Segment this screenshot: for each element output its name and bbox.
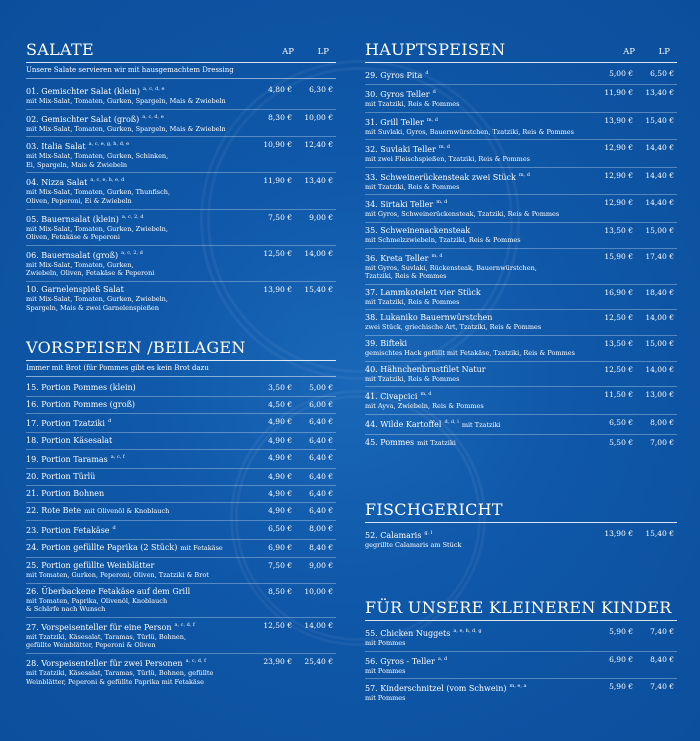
lp-price: 6,50 €: [650, 69, 674, 78]
lp-price: 15,40 €: [304, 284, 333, 294]
item-title: 02. Gemischter Salat (groß): [26, 114, 140, 124]
item-title: 05. Bauernsalat (klein): [26, 214, 119, 224]
lp-price: 15,40 €: [645, 529, 674, 538]
ap-column-label: AP: [623, 47, 635, 57]
menu-item: [26, 618, 336, 654]
ap-price: 12,90 €: [604, 143, 633, 153]
lp-column-label: LP: [658, 47, 670, 57]
menu-item: [26, 433, 336, 450]
menu-item: [365, 310, 677, 336]
section-title: SALATE: [26, 40, 94, 59]
lp-price: 14,40 €: [645, 143, 674, 153]
menu-item: [365, 336, 677, 362]
lp-price: 6,40 €: [309, 436, 333, 445]
item-description: mit Mix-Salat, Tomaten, Gurken, Spargeln, Mais & Zwiebeln: [26, 124, 226, 133]
allergen-codes: a, c, e, h, e, d: [90, 177, 125, 184]
item-title: 44. Wilde Kartoffel: [365, 419, 442, 429]
lp-price: 25,40 €: [304, 656, 333, 666]
item-title: 33. Schweinerückensteak zwei Stück: [365, 172, 516, 182]
item-title: 15. Portion Pommes (klein): [26, 383, 136, 392]
ap-price: 4,50 €: [268, 400, 292, 409]
lp-price: 14,00 €: [645, 313, 674, 323]
allergen-codes: d: [107, 418, 112, 424]
section-header: [365, 38, 677, 63]
item-description: mit Tomaten, Paprika, Olivenöl, Knoblauch: [26, 596, 168, 605]
salate-section: [26, 38, 336, 315]
kinder-section: [365, 596, 677, 706]
menu-item: [26, 558, 336, 584]
ap-price: 5,00 €: [609, 69, 633, 78]
item-title: 39. Bifteki: [365, 338, 408, 348]
lp-price: 14,00 €: [304, 248, 333, 258]
section-header: [365, 498, 677, 523]
allergen-codes: m, e, a: [509, 683, 527, 690]
item-description: Weinblätter, Peperoni & gefüllte Paprika mit Fetakäse: [26, 677, 204, 686]
ap-price: 12,50 €: [604, 364, 633, 374]
menu-list: [365, 523, 677, 553]
menu-item: [365, 113, 677, 141]
lp-column-label: LP: [317, 47, 329, 57]
menu-list: [365, 621, 677, 706]
item-description: mit Schmelzzwiebeln, Tzatziki, Reis & Pommes: [365, 235, 521, 244]
allergen-codes: a, c, d, e: [142, 113, 164, 120]
menu-item: [26, 110, 336, 138]
ap-price: 11,90 €: [263, 176, 292, 186]
lp-price: 14,40 €: [645, 198, 674, 208]
lp-price: 8,40 €: [309, 543, 333, 552]
allergen-codes: m, d: [518, 171, 531, 178]
item-title: 06. Bauernsalat (groß): [26, 250, 119, 260]
item-title: 40. Hähnchenbrustfilet Natur: [365, 364, 486, 374]
ap-price: 4,80 €: [268, 85, 292, 94]
item-description: mit Tomaten, Gurken, Peperoni, Oliven, Tzatziki & Brot: [26, 571, 209, 579]
menu-list: [365, 63, 677, 452]
ap-price: 4,90 €: [268, 506, 292, 515]
menu-item: [365, 66, 677, 85]
lp-price: 15,00 €: [645, 338, 674, 348]
lp-price: 8,40 €: [650, 654, 674, 664]
menu-item: [26, 380, 336, 397]
allergen-codes: d: [112, 525, 116, 531]
item-description: Oliven, Peperoni, Ei & Zwiebeln: [26, 196, 132, 205]
item-description: mit Tzatziki, Reis & Pommes: [365, 182, 460, 191]
ap-price: 13,50 €: [604, 338, 633, 348]
item-description: mit Mix-Salat, Tomaten, Gurken, Spargeln, Mais & Zwiebeln: [26, 97, 226, 105]
lp-price: 7,00 €: [650, 437, 674, 447]
allergen-codes: m, d: [431, 252, 443, 259]
section-title: FISCHGERICHT: [365, 500, 503, 519]
menu-item: [26, 503, 336, 521]
vorspeisen-section: [26, 336, 336, 689]
ap-price: 12,90 €: [604, 198, 633, 208]
section-header: [26, 336, 336, 361]
item-title: 21. Portion Bohnen: [26, 489, 105, 498]
lp-price: 10,00 €: [304, 112, 333, 122]
item-description: mit Tzatziki, Reis & Pommes: [365, 374, 460, 383]
item-title: 32. Suvlaki Teller: [365, 145, 436, 155]
menu-item: [26, 414, 336, 433]
menu-item: [365, 362, 677, 388]
ap-price: 8,50 €: [268, 586, 292, 596]
menu-item: [365, 435, 677, 452]
item-description: mit Tzatziki, Reis & Pommes: [365, 297, 460, 306]
allergen-codes: a, c, f: [110, 454, 125, 460]
ap-price: 15,90 €: [604, 251, 633, 261]
item-description: mit Mix-Salat, Tomaten, Gurken, Thunfisch,: [26, 188, 171, 197]
menu-item: [26, 654, 336, 689]
allergen-codes: a, c, 2, d: [121, 249, 143, 256]
ap-price: 8,30 €: [268, 112, 292, 122]
item-description: & Schärfe nach Wunsch: [26, 605, 106, 614]
allergen-codes: g, l: [424, 530, 433, 536]
item-description: Oliven, Fetakäse & Peperoni: [26, 233, 120, 242]
allergen-codes: a, c, e, g, h, d, e: [88, 141, 130, 148]
lp-price: 13,00 €: [645, 390, 674, 400]
lp-price: 8,00 €: [309, 524, 333, 533]
lp-price: 6,40 €: [309, 489, 333, 498]
item-description: mit Mix-Salat, Tomaten, Gurken,: [26, 260, 134, 269]
ap-price: 7,50 €: [268, 212, 292, 222]
menu-item: [26, 540, 336, 558]
item-title: 26. Überbackene Fetakäse auf dem Grill: [26, 586, 191, 596]
menu-item: [365, 387, 677, 415]
menu-item: [365, 526, 677, 553]
menu-item: [365, 415, 677, 435]
section-title: HAUPTSPEISEN: [365, 40, 506, 59]
lp-price: 6,40 €: [309, 453, 333, 462]
ap-price: 12,50 €: [263, 620, 292, 630]
allergen-codes: m, d: [436, 199, 448, 206]
item-description: mit Suvlaki, Gyros, Bauernwürstchen, Tzatziki, Reis & Pommes: [365, 127, 574, 136]
menu-item: [26, 450, 336, 469]
lp-price: 18,40 €: [645, 287, 674, 297]
lp-price: 9,00 €: [309, 561, 333, 570]
item-description: gegrillte Calamaris am Stück: [365, 541, 462, 549]
item-note: mit Tzatziki: [417, 438, 456, 447]
section-title: VORSPEISEN /BEILAGEN: [26, 338, 246, 357]
item-note: mit Fetakäse: [180, 544, 223, 552]
menu-item: [26, 486, 336, 503]
fisch-section: [365, 498, 677, 553]
item-title: 18. Portion Käsesalat: [26, 436, 113, 445]
menu-item: [365, 624, 677, 652]
menu-item: [365, 285, 677, 311]
lp-price: 5,00 €: [309, 383, 333, 392]
ap-price: 6,50 €: [268, 524, 292, 533]
item-description: mit Mix-Salat, Tomaten, Gurken, Zwiebeln,: [26, 294, 168, 303]
lp-price: 14,00 €: [304, 620, 333, 630]
section-header: [365, 596, 677, 621]
item-title: 20. Portion Türlü: [26, 472, 96, 481]
ap-price: 4,90 €: [268, 453, 292, 462]
menu-item: [26, 282, 336, 315]
menu-item: [365, 168, 677, 196]
item-description: Tzatziki, Reis & Pommes: [365, 272, 447, 281]
menu-item: [365, 195, 677, 223]
ap-price: 11,90 €: [604, 88, 633, 97]
item-title: 24. Portion gefüllte Paprika (2 Stück): [26, 543, 178, 552]
lp-price: 7,40 €: [650, 682, 674, 692]
item-title: 45. Pommes: [365, 437, 415, 447]
ap-price: 13,90 €: [604, 529, 633, 538]
item-title: 10. Garnelenspieß Salat: [26, 284, 124, 294]
allergen-codes: a, e, h, d, g: [453, 628, 482, 634]
lp-price: 15,00 €: [645, 225, 674, 235]
ap-price: 6,50 €: [609, 417, 633, 427]
item-title: 28. Vorspeisenteller für zwei Personen: [26, 658, 183, 668]
lp-price: 6,30 €: [309, 85, 333, 94]
section-intro: Immer mit Brot (für Pommes gibt es kein Brot dazu: [26, 361, 336, 377]
item-title: 38. Lukaniko Bauernwürstchen: [365, 313, 493, 323]
menu-list: [26, 79, 336, 315]
section-intro: Unsere Salate servieren wir mit hausgemachtem Dressing: [26, 63, 336, 79]
menu-item: [26, 584, 336, 618]
ap-price: 10,90 €: [263, 140, 292, 150]
lp-price: 13,40 €: [645, 88, 674, 97]
item-title: 37. Lammkotelett vier Stück: [365, 287, 481, 297]
ap-price: 12,90 €: [604, 170, 633, 180]
item-title: 25. Portion gefüllte Weinblätter: [26, 561, 155, 570]
item-description: Spargeln, Mais & zwei Garnelenspießen: [26, 303, 159, 312]
ap-price: 16,90 €: [604, 287, 633, 297]
ap-price: 7,50 €: [268, 561, 292, 570]
item-description: mit zwei Fleischspießen, Tzatziki, Reis & Pommes: [365, 155, 531, 164]
allergen-codes: m, d: [438, 144, 450, 151]
item-title: 17. Portion Tzatziki: [26, 419, 105, 428]
ap-price: 12,50 €: [604, 313, 633, 323]
lp-price: 17,40 €: [645, 251, 674, 261]
ap-price: 5,90 €: [609, 682, 633, 692]
item-description: mit Ayva, Zwiebeln, Reis & Pommes: [365, 402, 484, 411]
ap-price: 13,50 €: [604, 225, 633, 235]
ap-price: 5,90 €: [609, 627, 633, 636]
ap-price: 11,50 €: [604, 390, 633, 400]
ap-price: 12,50 €: [263, 248, 292, 258]
ap-price: 13,90 €: [604, 115, 633, 125]
item-title: 19. Portion Taramas: [26, 455, 108, 464]
allergen-codes: m, d: [420, 391, 432, 398]
ap-column-label: AP: [282, 47, 294, 57]
ap-price: 6,90 €: [609, 654, 633, 664]
lp-price: 14,00 €: [645, 364, 674, 374]
item-title: 41. Civapcici: [365, 392, 418, 402]
section-header: [26, 38, 336, 63]
item-description: gefüllte Weinblätter, Peperoni & Oliven: [26, 641, 156, 650]
item-title: 01. Gemischter Salat (klein): [26, 87, 141, 96]
lp-price: 10,00 €: [304, 586, 333, 596]
menu-item: [26, 82, 336, 110]
menu-item: [365, 652, 677, 680]
item-title: 34. Sirtaki Teller: [365, 200, 434, 210]
ap-price: 4,90 €: [268, 489, 292, 498]
menu-item: [365, 223, 677, 249]
item-title: 52. Calamaris: [365, 531, 422, 540]
lp-price: 13,40 €: [304, 176, 333, 186]
item-description: gemischtes Hack gefüllt mit Fetakäse, Tzatziki, Reis & Pommes: [365, 348, 575, 357]
ap-price: 4,90 €: [268, 472, 292, 481]
item-title: 56. Gyros - Teller: [365, 656, 435, 666]
allergen-codes: a, c, d, f: [174, 621, 195, 628]
menu-item: [26, 173, 336, 209]
menu-item: [365, 140, 677, 168]
ap-price: 23,90 €: [263, 656, 292, 666]
allergen-codes: d: [432, 89, 436, 95]
ap-price: 3,50 €: [268, 383, 292, 392]
section-title: FÜR UNSERE KLEINEREN KINDER: [365, 598, 672, 617]
ap-price: 6,90 €: [268, 543, 292, 552]
allergen-codes: a, c, d, e: [143, 86, 165, 92]
item-description: mit Tzatziki, Reis & Pommes: [365, 100, 460, 108]
lp-price: 9,00 €: [309, 212, 333, 222]
item-title: 31. Grill Teller: [365, 117, 424, 127]
ap-price: 4,90 €: [268, 436, 292, 445]
item-note: mit Tzatziki: [461, 420, 501, 429]
item-title: 35. Schweinenackensteak: [365, 225, 471, 235]
menu-item: [365, 249, 677, 285]
menu-item: [365, 679, 677, 706]
lp-price: 6,40 €: [309, 506, 333, 515]
item-title: 03. Italia Salat: [26, 142, 86, 152]
ap-price: 4,90 €: [268, 417, 292, 426]
item-title: 29. Gyros Pita: [365, 71, 423, 80]
lp-price: 6,00 €: [309, 400, 333, 409]
item-note: mit Olivenöl & Knoblauch: [84, 507, 170, 515]
lp-price: 8,00 €: [650, 417, 674, 427]
item-description: mit Mix-Salat, Tomaten, Gurken, Zwiebeln,: [26, 224, 168, 233]
item-description: mit Gyros, Suvlaki, Rückensteak, Bauernwürstchen,: [365, 263, 537, 272]
allergen-codes: a, c, d, f: [185, 657, 206, 664]
item-description: mit Gyros, Schweinerückensteak, Tzatziki, Reis & Pommes: [365, 210, 560, 219]
item-description: mit Mix-Salat, Tomaten, Gurken, Schinken,: [26, 152, 169, 161]
allergen-codes: d, d, i: [444, 418, 459, 425]
menu-item: [26, 521, 336, 540]
item-title: 16. Portion Pommes (groß): [26, 400, 136, 409]
hauptspeisen-section: [365, 38, 677, 452]
menu-item: [26, 397, 336, 414]
item-description: mit Pommes: [365, 694, 406, 703]
item-title: 57. Kinderschnitzel (vom Schwein): [365, 684, 507, 694]
item-title: 27. Vorspeisenteller für eine Person: [26, 622, 172, 632]
item-title: 36. Kreta Teller: [365, 253, 429, 263]
item-description: Ei, Spargeln, Mais & Zwiebeln: [26, 160, 128, 169]
lp-price: 6,40 €: [309, 417, 333, 426]
allergen-codes: d: [425, 70, 429, 76]
item-description: mit Pommes: [365, 639, 406, 647]
ap-price: 5,50 €: [609, 437, 633, 447]
item-description: Zwiebeln, Oliven, Fetakäse & Peperoni: [26, 269, 155, 278]
item-description: mit Tzatziki, Käsesalat, Taramas, Türlü, Bohnen,: [26, 632, 187, 641]
lp-price: 12,40 €: [304, 140, 333, 150]
menu-item: [26, 210, 336, 246]
menu-item: [26, 246, 336, 282]
item-title: 30. Gyros Teller: [365, 90, 430, 99]
lp-price: 14,40 €: [645, 170, 674, 180]
lp-price: 6,40 €: [309, 472, 333, 481]
lp-price: 7,40 €: [650, 627, 674, 636]
item-title: 23. Portion Fetakäse: [26, 526, 110, 535]
item-title: 55. Chicken Nuggets: [365, 629, 451, 638]
item-description: zwei Stück, griechische Art, Tzatziki, Reis & Pommes: [365, 323, 542, 332]
item-description: mit Tzatziki, Käsesalat, Taramas, Türlü, Bohnen, gefüllte: [26, 668, 214, 677]
menu-item: [365, 85, 677, 113]
allergen-codes: a, c, 2, d: [121, 213, 144, 220]
item-description: mit Pommes: [365, 666, 406, 675]
menu-item: [26, 137, 336, 173]
item-title: 22. Rote Bete: [26, 506, 82, 515]
allergen-codes: a, d: [437, 655, 448, 662]
lp-price: 15,40 €: [645, 115, 674, 125]
menu-list: [26, 377, 336, 689]
allergen-codes: m, d: [426, 116, 438, 123]
menu-item: [26, 469, 336, 486]
item-title: 04. Nizza Salat: [26, 178, 88, 188]
ap-price: 13,90 €: [263, 284, 292, 294]
